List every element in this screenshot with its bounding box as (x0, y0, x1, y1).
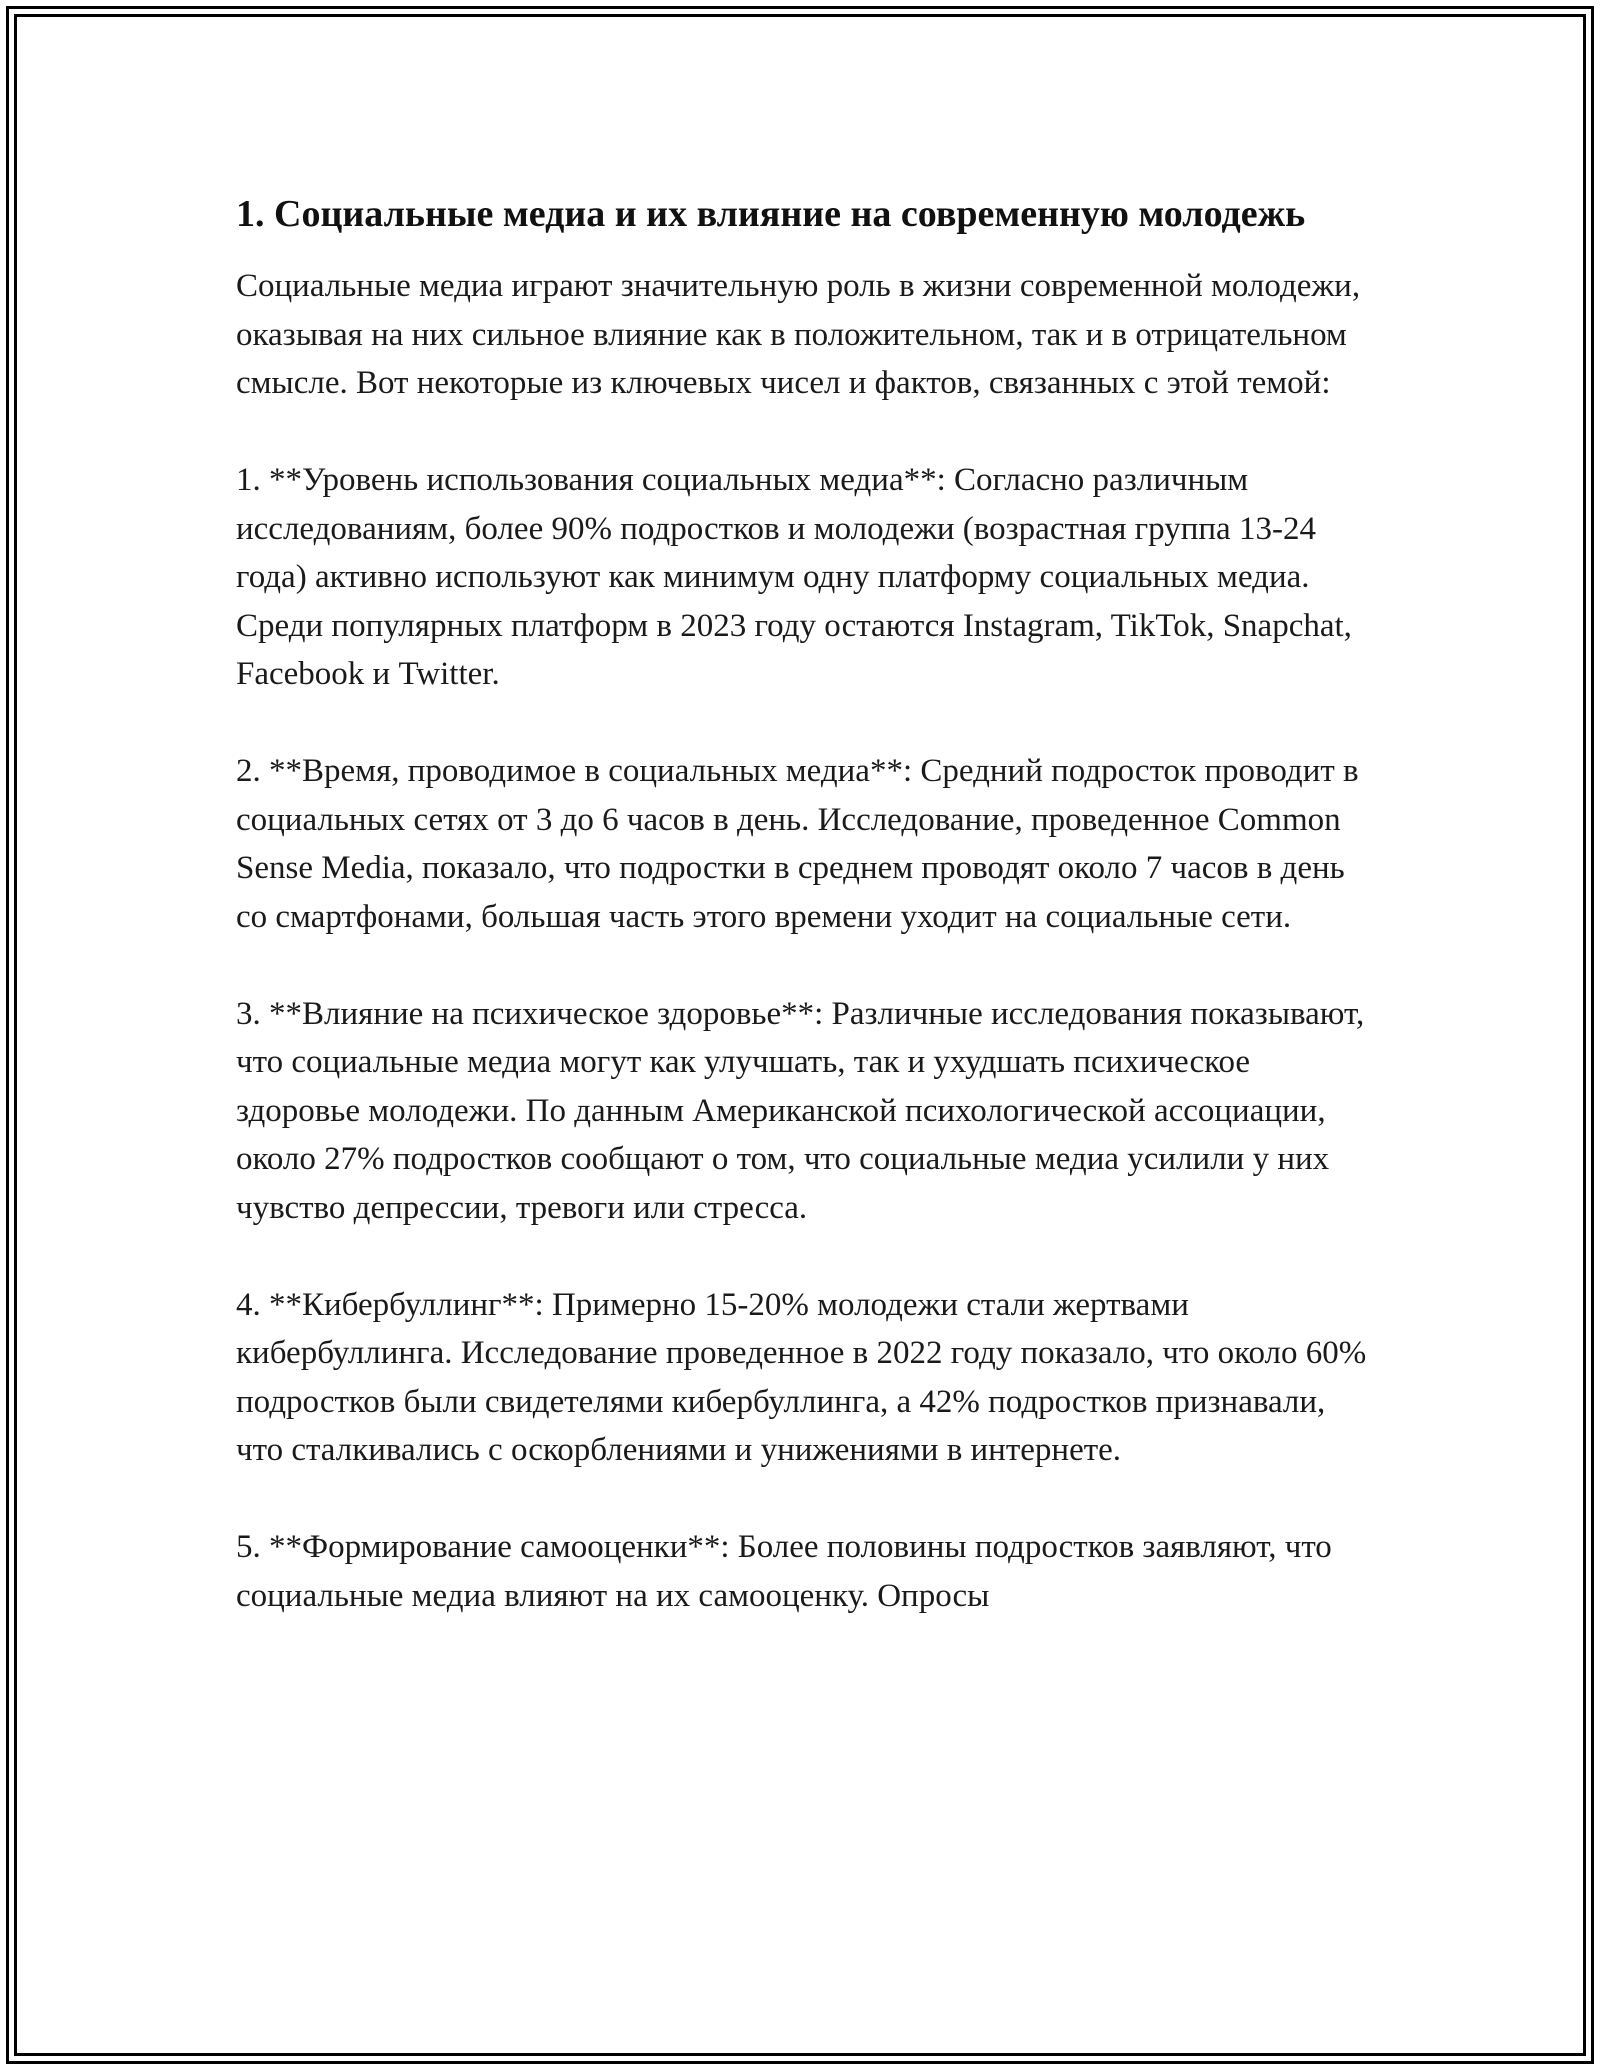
item-paragraph-time: 2. **Время, проводимое в социальных медиа**: Средний подросток проводит в социальных сетях от 3 до 6 часов в день. Исследование, проведенное Common Sense Media, показало, что подростки в среднем проводят около 7 часов в день со смартфонами, большая часть этого времени уходит на социальные сети. (236, 753, 1359, 935)
item-paragraph-cyberbullying: 4. **Кибербуллинг**: Примерно 15-20% молодежи стали жертвами кибербуллинга. Исследование проведенное в 2022 году показало, что около 60% подростков были свидетелями кибербуллинга, а 42% подростков признавали, что сталкивались с оскорблениями и унижениями в интернете. (236, 1286, 1367, 1468)
intro-paragraph: Социальные медиа играют значительную роль в жизни современной молодежи, оказывая на них сильное влияние как в положительном, так и в отрицательном смысле. Вот некоторые из ключевых чисел и фактов, связанных с этой темой: (236, 268, 1361, 401)
document-title: 1. Социальные медиа и их влияние на современную молодежь (236, 193, 1306, 235)
item-paragraph-usage: 1. **Уровень использования социальных медиа**: Согласно различным исследованиям, более 90% подростков и молодежи (возрастная группа 13-24 года) активно используют как минимум одну платформу социальных медиа. Среди популярных платформ в 2023 году остаются Instagram, TikTok, Snapchat, Facebook и Twitter. (236, 462, 1352, 692)
document-page (236, 186, 1376, 1669)
item-paragraph-self-esteem: 5. **Формирование самооценки**: Более половины подростков заявляют, что социальные медиа влияют на их самооценку. Опросы (236, 1529, 1332, 1614)
item-paragraph-mental-health: 3. **Влияние на психическое здоровье**: Различные исследования показывают, что социальные медиа могут как улучшать, так и ухудшать психическое здоровье молодежи. По данным Американской психологической ассоциации, около 27% подростков сообщают о том, что социальные медиа усилили у них чувство депрессии, тревоги или стресса. (236, 995, 1365, 1226)
